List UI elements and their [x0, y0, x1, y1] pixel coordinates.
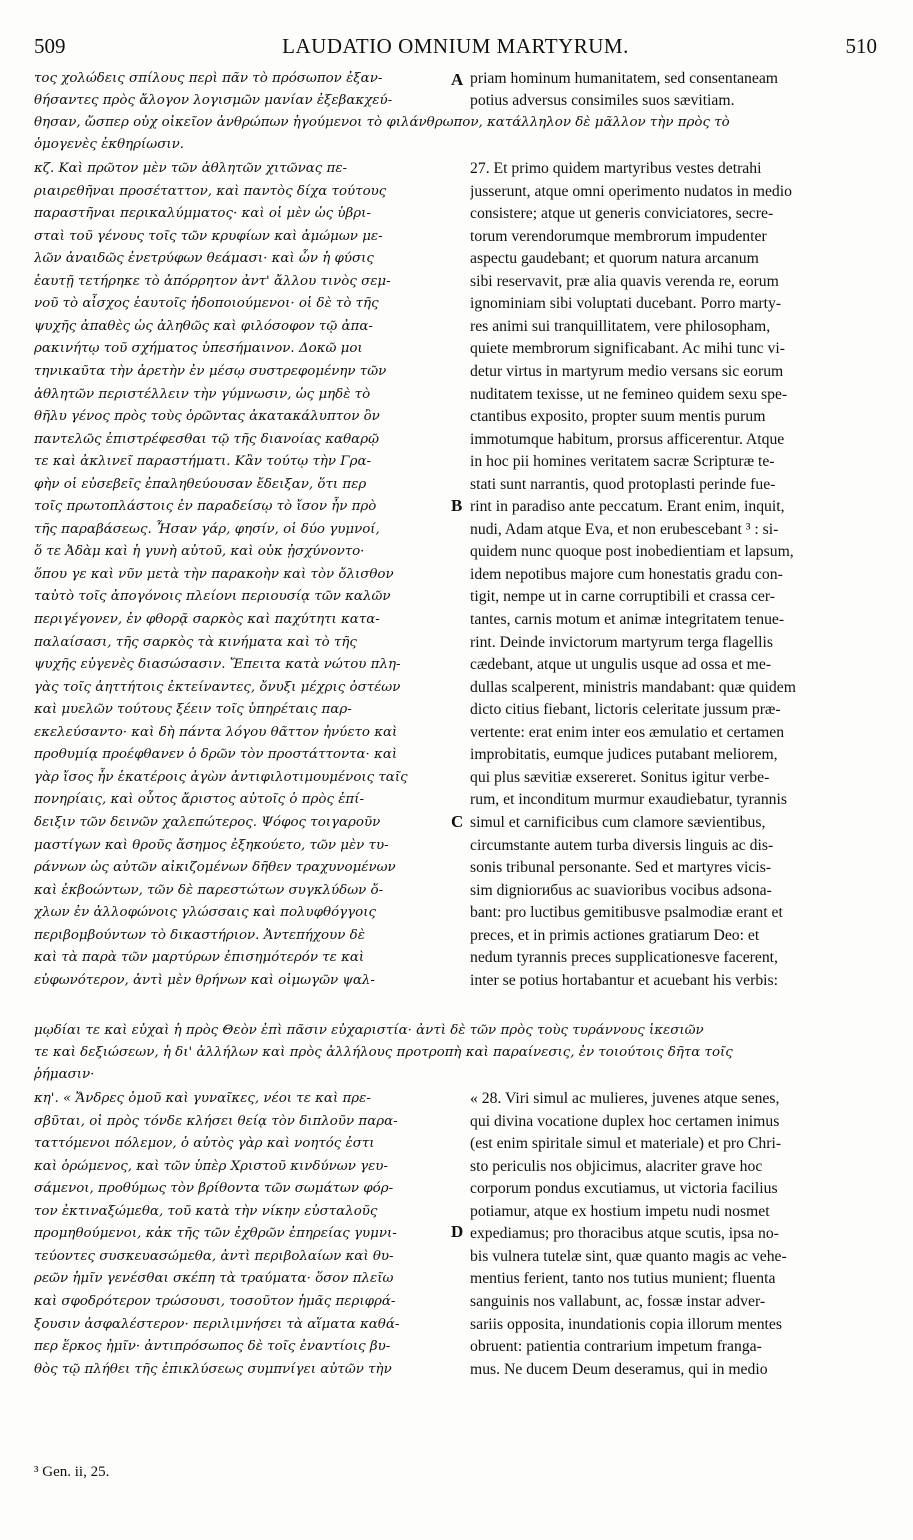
latin-text-line: dicto citius fiebant, lictoris celeritate jussum præ- [470, 701, 781, 719]
greek-text-line: γὰς τοῖς ἀηττήτοις ἐκτείναντες, ὄνυξι μέχρις ὀστέων [34, 679, 401, 695]
latin-text-line: rint in paradiso ante peccatum. Erant enim, inquit, [470, 498, 785, 516]
greek-text-line: τε καὶ δεξιώσεων, ἡ δι' ἀλλήλων καὶ πρὸς ἀλλήλους προτροπὴ καὶ παραίνεσις, ἐν τοιούτοις δῆτα τοῖς [34, 1045, 733, 1060]
footnote: ³ Gen. ii, 25. [34, 1464, 110, 1480]
latin-text-line: quidem nunc quoque post inobedientiam et lapsum, [470, 543, 794, 561]
greek-text-line: λῶν ἀναιδῶς ἐνετρύφων θεάμασι· καὶ ὧν ἡ φύσις [34, 251, 374, 267]
latin-text-line: sonis tribunal personante. Sed et martyres vicis- [470, 859, 772, 877]
latin-text-line: torum verendorumque membrorum impudenter [470, 227, 767, 245]
latin-text-line: 27. Et primo quidem martyribus vestes detrahi [470, 160, 762, 177]
greek-text-line: θησαν, ὥσπερ οὐχ οἰκεῖον ἀνθρώπων ἡγούμενοι τὸ φιλάνθρωπον, κατάλληλον δὲ μᾶλλον τὴν πρὸς τὸ [34, 115, 730, 130]
greek-text-line: τε καὶ ἀκλινεῖ παραστήματι. Κἂν τούτῳ τὴν Γρα- [34, 454, 372, 470]
latin-text-line: sibi reservavit, præ alia quavis verenda re, eorum [470, 272, 779, 290]
latin-text-line: consistere; atque ut generis conviciatores, secre- [470, 205, 774, 223]
greek-text-line: καὶ σφοδρότερον τρώσουσι, τοσοῦτον ἡμᾶς περιφρά- [34, 1293, 396, 1309]
latin-text-line: qui divina vocatione duplex hoc certamen inimus [470, 1112, 780, 1130]
greek-text-line: περ ἕρκος ἡμῖν· ἀντιπρόσωπος δὲ τοῖς ἐναντίοις βυ- [34, 1339, 391, 1355]
latin-text-line: qui plus sævitiæ exsereret. Sonitus igitur verbe- [470, 768, 770, 786]
latin-text-line: detur virtus in martyrum medio versans sic eorum [470, 362, 784, 380]
greek-text-line: μαστίγων καὶ θροῦς ἄσημος ἐξηκούετο, τῶν μὲν τυ- [34, 837, 389, 853]
latin-text-line: ctantibus exposito, propter suum mentis purum [470, 408, 766, 426]
greek-text-line: τον ἐκτιναξώμεθα, τοῦ κατὰ τὴν νίκην εὐσταλοῦς [34, 1203, 378, 1219]
greek-text-line: κζ. Καὶ πρῶτον μὲν τῶν ἀθλητῶν χιτῶνας πε- [34, 161, 348, 176]
greek-text-line: ψυχῆς εὐγενὲς διασώσασιν. Ἔπειτα κατὰ νώτου πλη- [34, 657, 401, 673]
greek-text-line: καὶ ὁρώμενος, καὶ τῶν ὑπὲρ Χριστοῦ κινδύνων γευ- [34, 1158, 388, 1174]
latin-text-line: idem nepotibus majore cum honestatis gradu con- [470, 565, 783, 583]
greek-text-line: εκελεύσαντο· καὶ δὴ πάντα λόγου θᾶττον ἠνύετο καὶ [34, 724, 398, 740]
greek-text-line: ὅ τε Ἀδὰμ καὶ ἡ γυνὴ αὐτοῦ, καὶ οὐκ ᾐσχύνοντο· [34, 544, 365, 560]
greek-text-line: προμηθούμενοι, κἀκ τῆς τῶν ἐχθρῶν ἐπηρείας γυμνι- [34, 1226, 397, 1242]
greek-text-line: σάμενοι, προθύμως τὸν βρίθοντα τῶν σωμάτων φόρ- [34, 1181, 394, 1197]
latin-text-line: bant: pro luctibus gemitibusve psalmodiæ erant et [470, 904, 783, 922]
latin-text-line: mus. Ne ducem Deum deseramus, qui in medio [470, 1360, 768, 1378]
greek-text-line: νοῦ τὸ αἶσχος ἑαυτοῖς ἡδοποιούμενοι· οἱ δὲ τὸ τῆς [34, 296, 379, 312]
latin-text-line: (est enim spiritale simul et materiale) et pro Chri- [470, 1135, 782, 1153]
latin-text-line: cædebant, atque ut ungulis usque ad ossa et me- [470, 656, 772, 674]
greek-text-line: προθυμίᾳ προέφθανεν ὁ δρῶν τὸν προστάττοντα· καὶ [34, 747, 398, 763]
greek-text-line: ὅπου γε καὶ νῦν μετὰ τὴν παρακοὴν καὶ τὸν ὄλισθον [34, 566, 394, 582]
latin-text-line: simul et carnificibus cum clamore sævientibus, [470, 813, 766, 831]
greek-text-line: ξουσιν ἀσφαλέστερον· περιλιμνήσει τὰ αἵματα καθά- [34, 1316, 400, 1332]
latin-text-line: sariis opposita, inundationis copia illorum mentes [470, 1315, 782, 1333]
latin-text-line: potiamur, atque ex hostium impetu nudi nosmet [470, 1202, 770, 1220]
latin-text-line: priam hominum humanitatem, sed consentaneam [470, 70, 779, 87]
greek-text-line: ἑαυτῇ τετήρηκε τὸ ἀπόρρητον ἀντ' ἄλλου τινὸς σεμ- [34, 273, 391, 289]
greek-text-line: χλων ἐν ἀλλοφώνοις γλώσσαις καὶ πολυφθόγγοις [34, 905, 376, 921]
latin-text-line: vertente: erat enim inter eos æmulatio et certamen [470, 723, 785, 741]
greek-text-line: ριαιρεθῆναι προσέταττον, καὶ παντὸς δίχα τούτους [34, 183, 387, 199]
greek-text-line: ταττόμενοι πόλεμον, ὁ αὐτὸς γὰρ καὶ νοητός ἐστι [34, 1136, 375, 1152]
greek-text-line: παλαίσασι, τῆς σαρκὸς τὰ κινήματα καὶ τὸ τῆς [34, 634, 357, 650]
greek-text-line: θὸς τῷ πλήθει τῆς ἐπικλύσεως συμπνίγει αὐτῶν τὴν [34, 1361, 392, 1377]
latin-text-line: in hoc pii homines veritatem sacræ Scripturæ te- [470, 453, 775, 471]
greek-text-line: πονηρίαις, καὶ οὗτος ἄριστος αὐτοῖς ὁ πρὸς ἐπί- [34, 792, 364, 808]
latin-text-line: circumstante autem turba diversis linguis ac dis- [470, 836, 774, 854]
greek-text-line: καὶ τὰ παρὰ τῶν μαρτύρων ἐπισημότερόν τε καὶ [34, 950, 365, 966]
greek-text-line: τεύοντες συσκευασώμεθα, ἀντὶ περιβολαίων καὶ θυ- [34, 1248, 394, 1264]
latin-text-line: nedum tyrannis preces supplicationesve facerent, [470, 949, 778, 967]
running-title: LAUDATIO OMNIUM MARTYRUM. [282, 34, 629, 58]
latin-text-line: quiete membrorum significabant. Ac mihi tunc vi- [470, 340, 785, 358]
latin-text-line: expediamus; pro thoracibus atque scutis, ipsa no- [470, 1225, 779, 1243]
latin-text-line: dullas scalperent, ministris mandabant: quæ quidem [470, 678, 796, 696]
greek-text-line: ῥήμασιν· [34, 1067, 95, 1082]
greek-text-line: σβῦται, οἱ πρὸς τόνδε κλήσει θείᾳ τὸν διπλοῦν παρα- [34, 1113, 398, 1129]
greek-text-line: ἀθλητῶν περιστέλλειν τὴν γύμνωσιν, ὡς μηδὲ τὸ [34, 386, 371, 402]
greek-text-line: ψυχῆς ἀπαθὲς ὡς ἀληθῶς καὶ φιλόσοφον τῷ ἀπα- [34, 318, 373, 334]
latin-text-line: sanguinis nos vallabunt, ac, fossæ instar adver- [470, 1292, 766, 1310]
latin-text-line: res animi sui tranquillitatem, vere philosopham, [470, 317, 771, 335]
greek-text-line: σταὶ τοῦ γένους τοῖς τῶν κρυφίων καὶ ἀμώμων με- [34, 228, 383, 244]
greek-text-line: καὶ ἐκβοώντων, τῶν δὲ παρεστώτων συγκλύδων ὄ- [34, 882, 384, 898]
greek-text-line: εὐφωνότερον, ἀντὶ μὲν θρήνων καὶ οἰμωγῶν ψαλ- [34, 972, 375, 988]
page-header [34, 34, 877, 62]
greek-text-line: θῆλυ γένος πρὸς τοὺς ὁρῶντας ἀκατακάλυπτον ὂν [34, 409, 380, 425]
margin-marker-b: B [451, 496, 463, 515]
latin-text-line: nudi, Adam atque Eva, et non erubescebant ³ : si- [470, 520, 779, 538]
greek-text-line: περιβομβούντων τὸ δικαστήριον. Ἀντεπήχουν δὲ [34, 927, 365, 943]
latin-text-line: immotumque habitum, prorsus afficerentur. Atque [470, 430, 785, 448]
greek-text-line: ρακινήτῳ τοῦ σχήματος ὑπεσήμαινον. Δοκῶ μοι [34, 341, 363, 357]
greek-text-line: κη'. « Ἄνδρες ὁμοῦ καὶ γυναῖκες, νέοι τε καὶ πρε- [34, 1091, 371, 1106]
greek-text-line: παντελῶς ἐπιστρέφεσθαι τῷ τῆς διανοίας καθαρῷ [34, 431, 379, 447]
greek-text-line: καὶ μυελῶν τούτους ξέειν τοῖς ὑπηρέταις παρ- [34, 702, 352, 718]
greek-text-line: φὴν οἱ εὐσεβεῖς ἐπαληθεύουσαν ἔδειξαν, ὅτι περ [34, 476, 367, 492]
margin-marker-a: A [451, 70, 464, 89]
latin-text-line: corporum pondus excutiamus, ut victoria facilius [470, 1180, 778, 1198]
greek-text-line: δειξιν τῶν δεινῶν χαλεπώτερος. Ψόφος τοιγαροῦν [34, 814, 381, 830]
greek-text-line: τος χολώδεις σπίλους περὶ πᾶν τὸ πρόσωπον ἐξαν- [34, 71, 383, 86]
greek-text-line: τοῖς πρωτοπλάστοις ἐν παραδείσῳ τὸ ἴσον ἦν πρὸ [34, 499, 377, 515]
latin-text-line: tantes, carnis motum et animæ integritatem tenue- [470, 611, 785, 628]
greek-text-line: ρεῶν ἡμῖν γενέσθαι σκέπη τὰ τραύματα· ὅσον πλεῖω [34, 1271, 394, 1287]
latin-text-line: rint. Deinde invictorum martyrum terga flagellis [470, 633, 773, 651]
latin-text-line: mentius ferient, tanto nos tutius munient; fluenta [470, 1270, 776, 1288]
latin-text-line: jusserunt, atque omni operimento nudatos in medio [470, 182, 792, 200]
greek-text-line: τηνικαῦτα τὴν ἀρετὴν ἐν μέσῳ συστρεφομένην τῶν [34, 363, 387, 379]
latin-text-line: tigit, nempe ut in carne corruptibili et crassa cer- [470, 588, 776, 606]
latin-text-line: sto periculis nos objicimus, alacriter grave hoc [470, 1157, 763, 1175]
latin-text-line: potius adversus consimiles suos sævitiam. [470, 92, 735, 110]
latin-text-line: aspectu gaudebant; et quorum natura arcanum [470, 250, 759, 268]
greek-text-line: περιγέγονεν, ἐν φθορᾷ σαρκὸς καὶ παχύτητι κατα- [34, 612, 380, 627]
greek-text-line: ράννων ὡς αὐτῶν αἰκιζομένων δῆθεν τραχυνομένων [34, 860, 396, 876]
left-page-number: 509 [34, 34, 66, 58]
latin-text-line: obruent: patientia contrarium impetum franga- [470, 1338, 762, 1356]
latin-text-line: improbitatis, eumque judices putabant meliorem, [470, 746, 778, 764]
latin-text-line: stati sunt narrantis, quod protoplasti perinde fue- [470, 475, 776, 493]
margin-marker-d: D [451, 1222, 464, 1241]
latin-text-line: « 28. Viri simul ac mulieres, juvenes atque senes, [470, 1090, 780, 1107]
latin-text-line: ignominiam sibi voluptati ducebant. Porro marty- [470, 295, 782, 313]
greek-text-line: ὁμογενὲς ἐκθηρίωσιν. [34, 137, 184, 153]
greek-text-line: θήσαντες πρὸς ἄλογον λογισμῶν μανίαν ἐξεβακχεύ- [34, 93, 393, 109]
right-page-number: 510 [845, 34, 877, 58]
greek-text-line: γὰρ ἴσος ἦν ἑκατέροις ἀγὼν ἀντιφιλοτιμουμένοις ταῖς [34, 769, 408, 785]
latin-text-line: bis vulnera tutelæ sint, quæ quanto magis ac vehe- [470, 1247, 787, 1265]
greek-text-line: ταὐτὸ τοῖς ἀπογόνοις πλείονι περιουσίᾳ τῶν καλῶν [34, 589, 391, 605]
latin-text-line: sim digniorибus ac suavioribus vocibus adsona- [470, 881, 772, 899]
greek-text-line: τῆς παραβάσεως. Ἦσαν γάρ, φησίν, οἱ δύο γυμνοί, [34, 521, 380, 537]
latin-text-line: nuditatem texisse, ut ne femineo quidem sexu spe- [470, 385, 788, 403]
greek-text-line: παραστῆναι περικαλύμματος· καὶ οἱ μὲν ὡς ὑβρι- [34, 206, 371, 222]
greek-text-line: μῳδίαι τε καὶ εὐχαὶ ἡ πρὸς Θεὸν ἐπὶ πᾶσιν εὐχαριστία· ἀντὶ δὲ τῶν πρὸς τοὺς τυράννους ἱκεσιῶν [34, 1023, 704, 1038]
margin-marker-c: C [451, 812, 464, 831]
latin-text-line: rum, et inconditum murmur exaudiebatur, tyrannis [470, 791, 787, 809]
latin-text-line: preces, et in primis actiones gratiarum Deo: et [470, 926, 760, 944]
latin-text-line: inter se potius hortabantur et acuebant his verbis: [470, 971, 778, 989]
